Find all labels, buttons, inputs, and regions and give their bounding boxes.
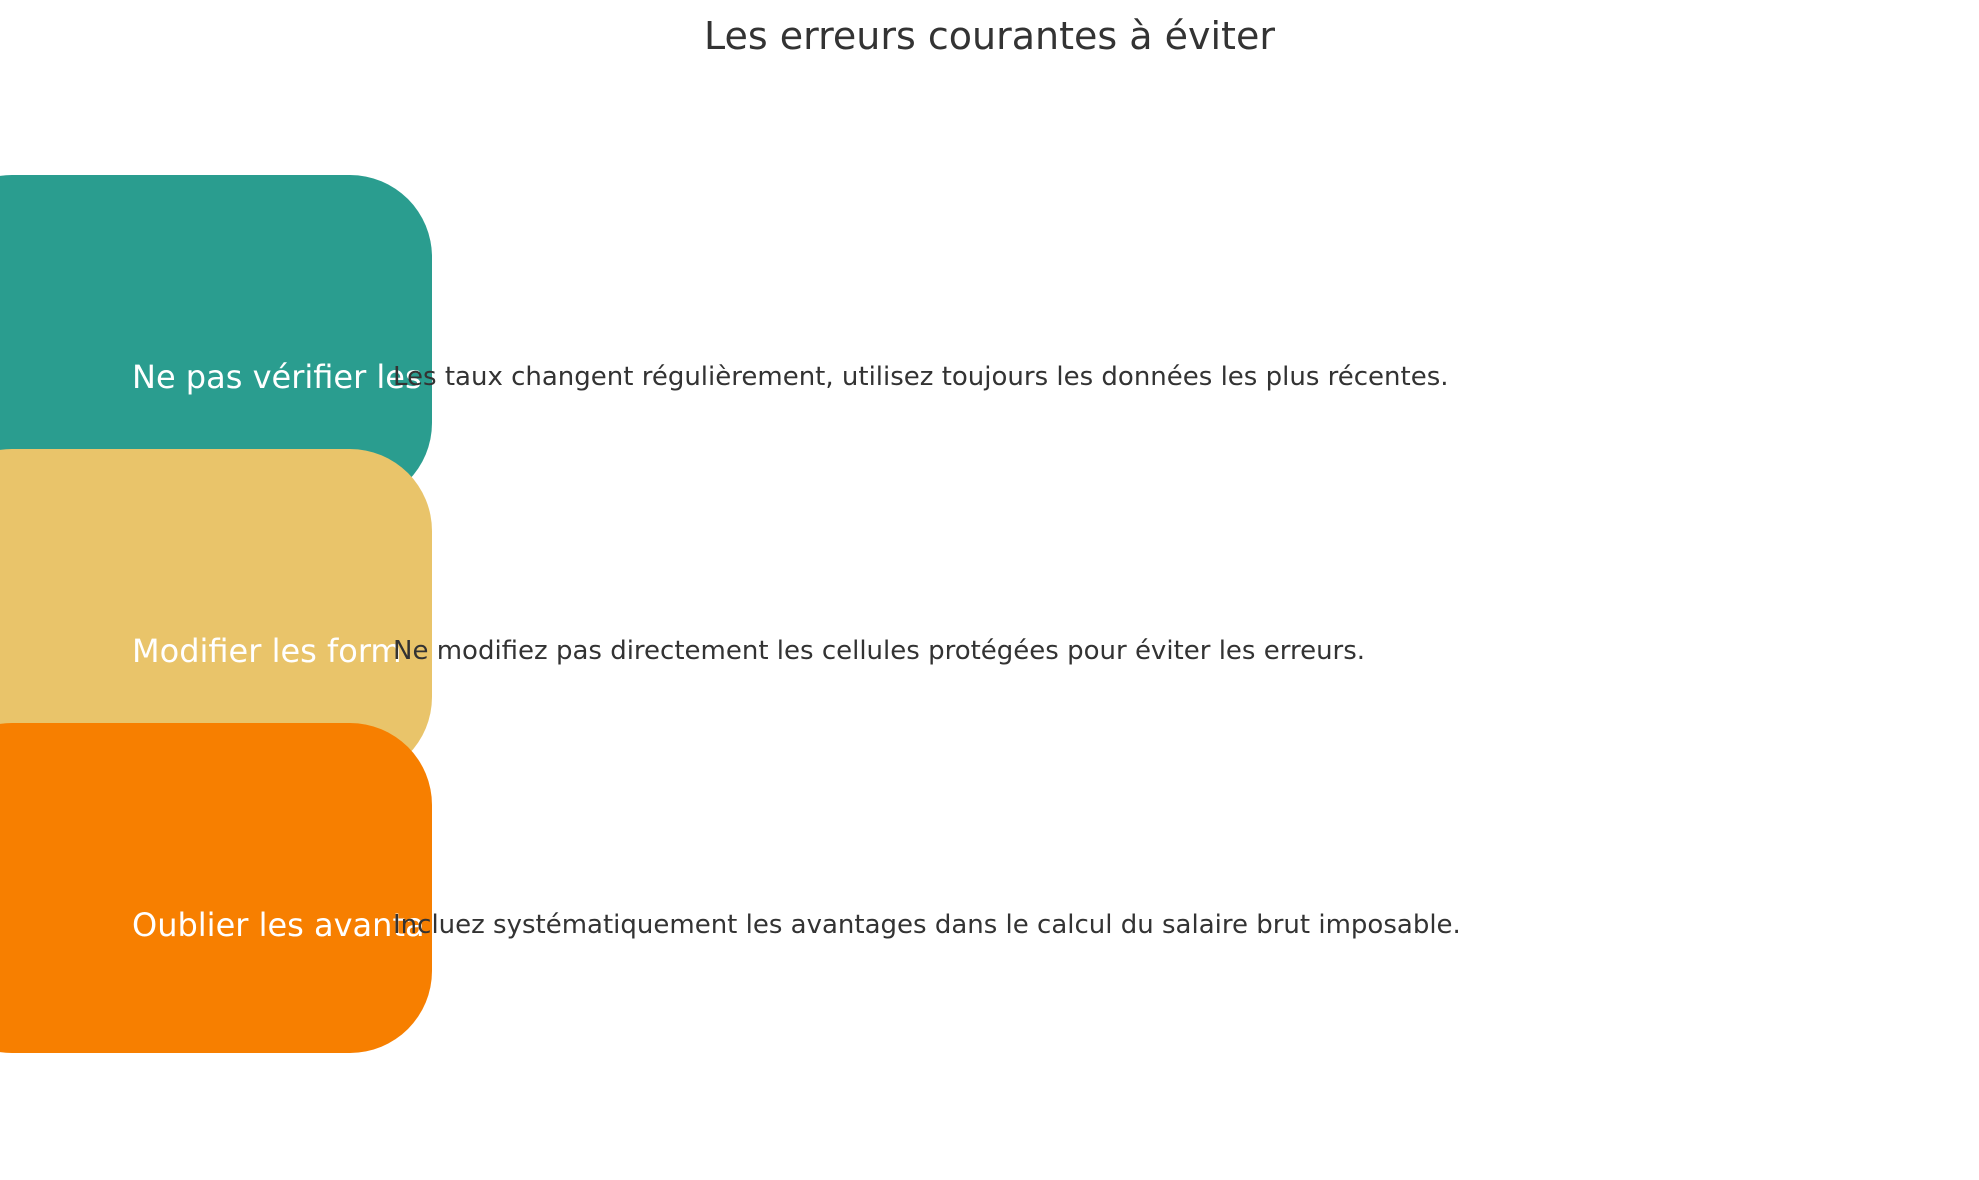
diagram-title: Les erreurs courantes à éviter (704, 14, 1275, 58)
error-card-3 (0, 723, 432, 1053)
error-description-2: Ne modifiez pas directement les cellules protégées pour éviter les erreurs. (393, 636, 1366, 666)
error-description-1: Les taux changent régulièrement, utilisez toujours les données les plus récentes. (393, 362, 1449, 392)
error-card-label-1: Ne pas vérifier les (132, 358, 422, 396)
error-description-3: Incluez systématiquement les avantages dans le calcul du salaire brut imposable. (393, 910, 1461, 940)
error-card-label-2: Modifier les form (132, 632, 402, 670)
error-card-label-3: Oublier les avanta (132, 906, 425, 944)
error-item-3 (0, 723, 1979, 1053)
